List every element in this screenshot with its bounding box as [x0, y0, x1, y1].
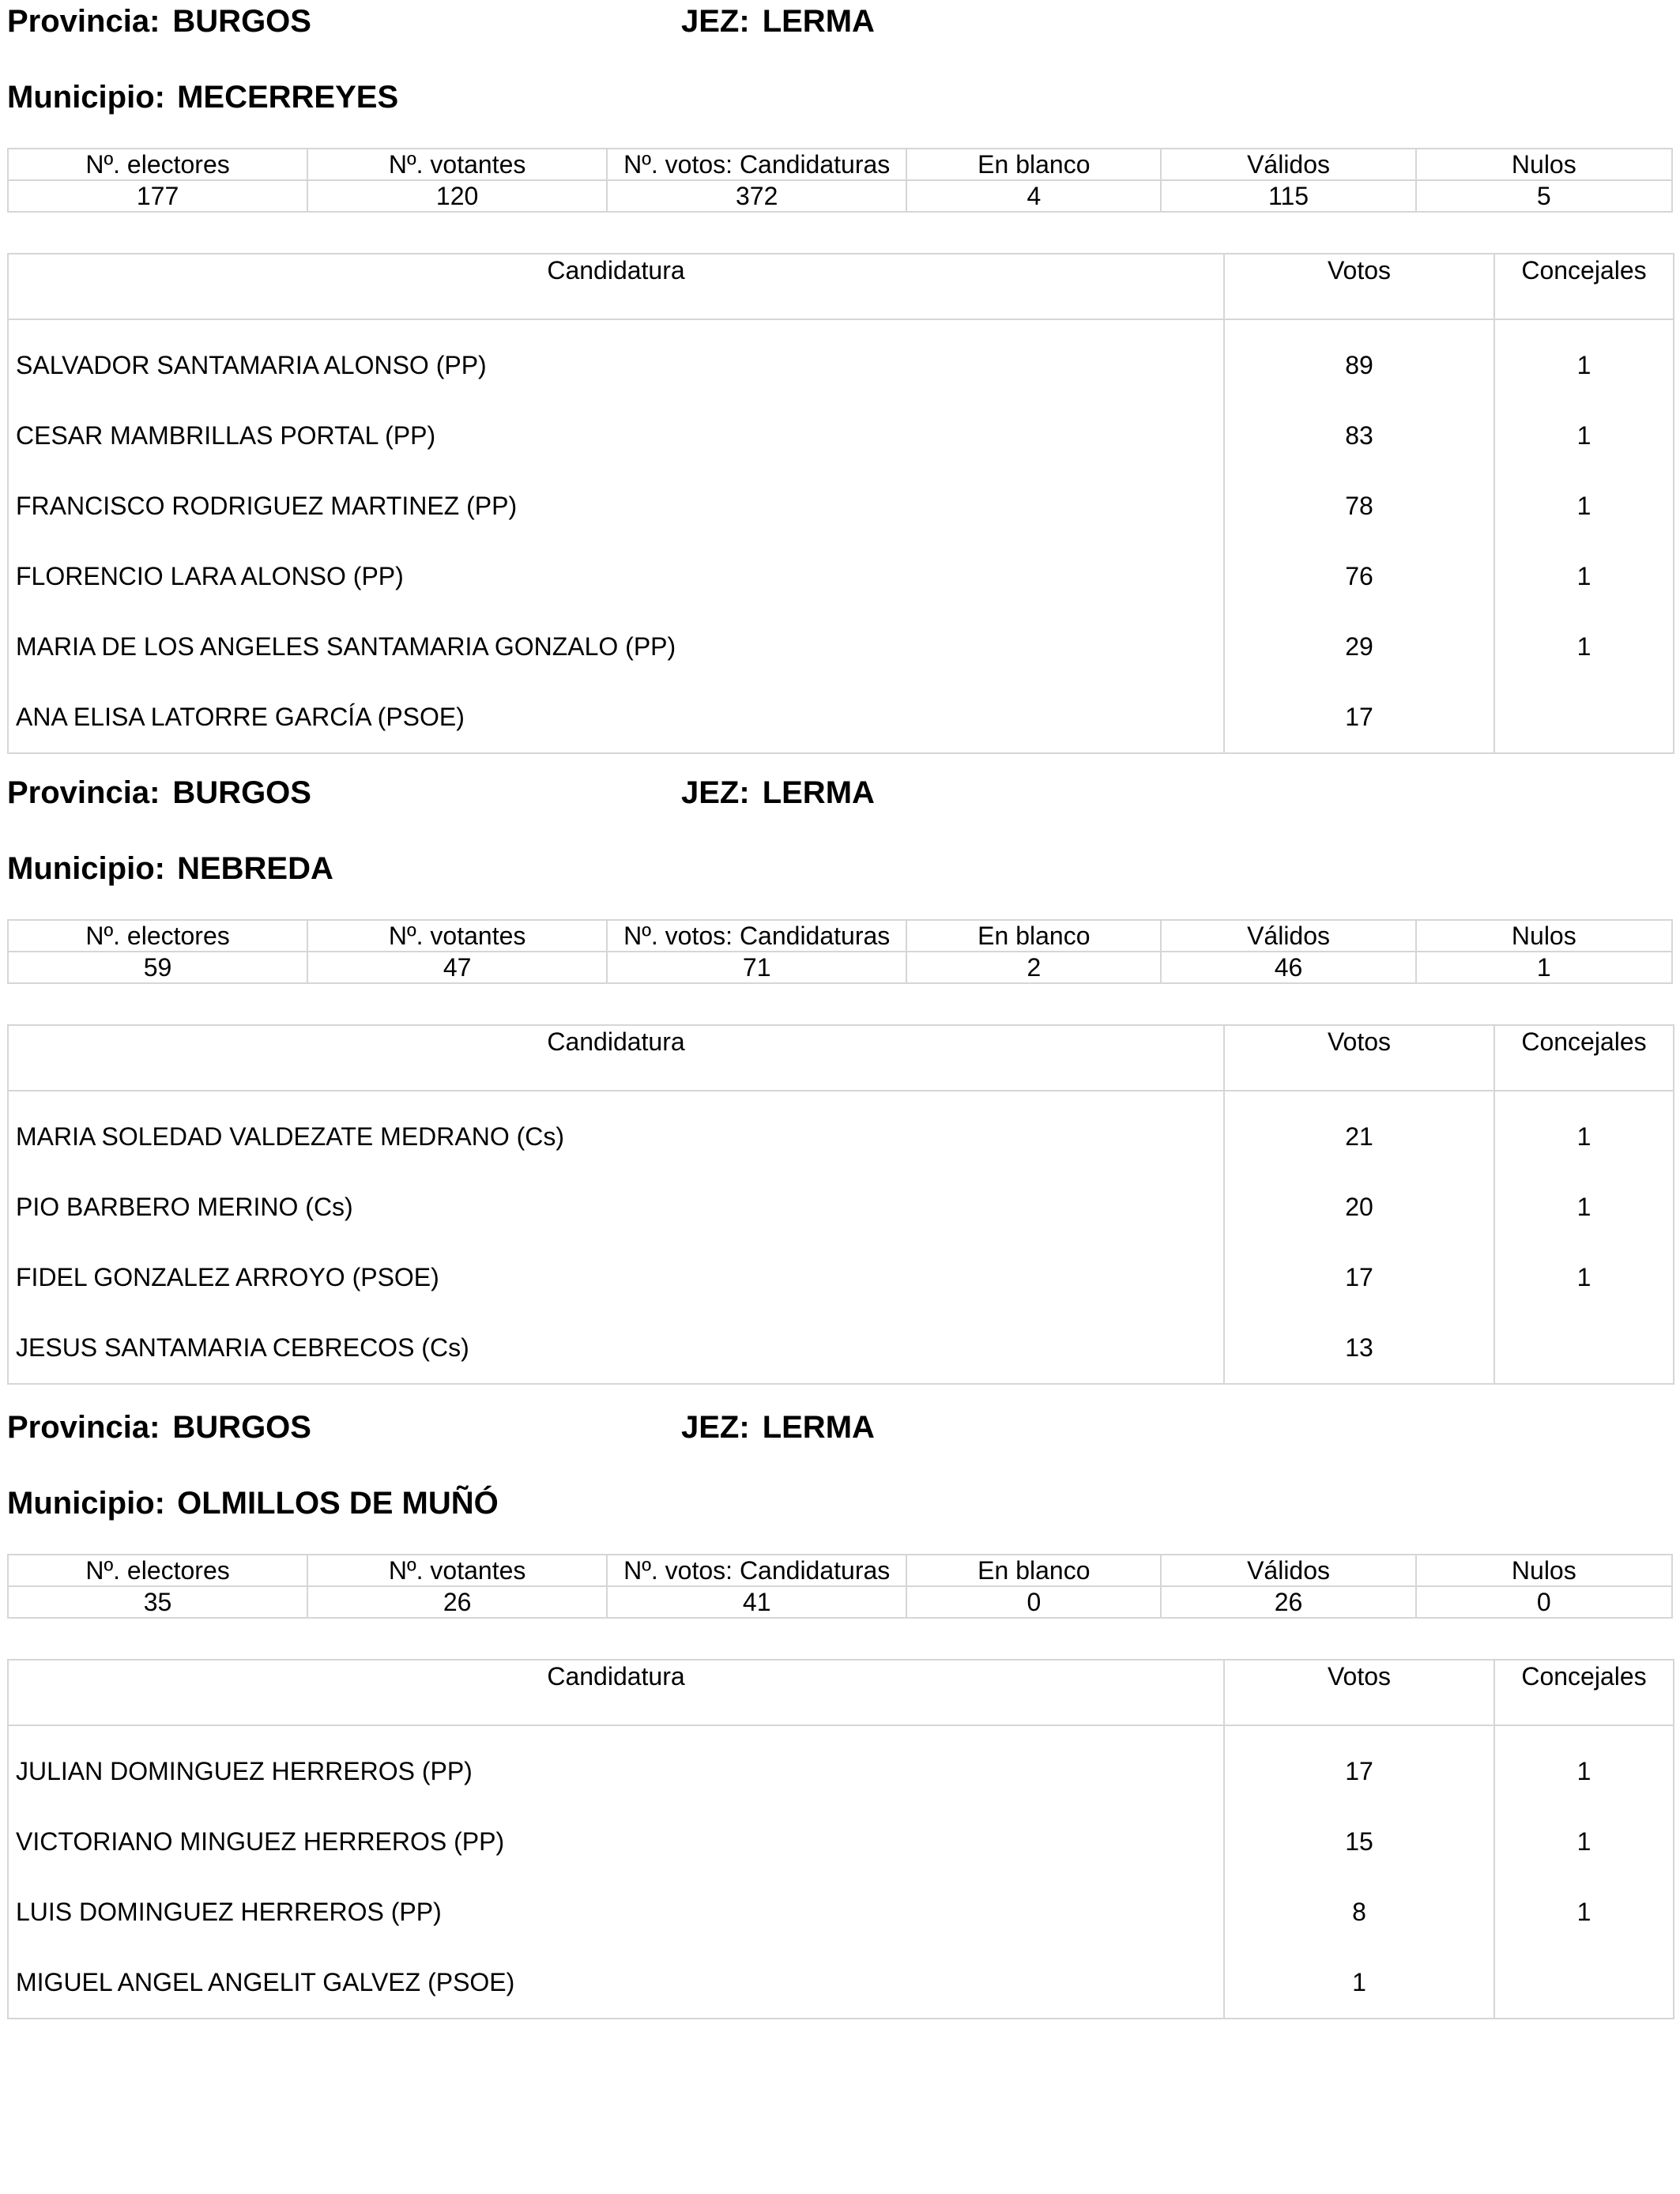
- summary-value-cell: 41: [607, 1586, 906, 1618]
- summary-header-cell: Nº. electores: [8, 920, 307, 952]
- summary-value-cell: 2: [906, 952, 1161, 983]
- table-row: [8, 612, 1674, 682]
- candidate-votos: 20: [1224, 1172, 1494, 1242]
- candidate-votos: 29: [1224, 612, 1494, 682]
- summary-table: [7, 919, 1673, 984]
- jez-label: JEZ:: [681, 1410, 750, 1445]
- candidate-concejales: 1: [1494, 471, 1674, 541]
- jez-value: LERMA: [762, 4, 875, 39]
- provincia-field: [7, 1410, 311, 1446]
- candidate-votos: 13: [1224, 1313, 1494, 1384]
- concejales-header: Concejales: [1494, 254, 1674, 319]
- candidate-votos: 8: [1224, 1877, 1494, 1947]
- votos-header: Votos: [1224, 1660, 1494, 1725]
- summary-table: [7, 148, 1673, 213]
- summary-value-cell: 120: [307, 180, 607, 212]
- candidate-name: FLORENCIO LARA ALONSO (PP): [8, 541, 1224, 612]
- candidate-votos: 1: [1224, 1947, 1494, 2019]
- municipio-label: Municipio:: [7, 80, 165, 115]
- candidate-concejales: 1: [1494, 319, 1674, 401]
- table-row: [8, 471, 1674, 541]
- table-row: [8, 541, 1674, 612]
- candidate-concejales: 1: [1494, 1242, 1674, 1313]
- candidate-concejales: [1494, 1947, 1674, 2019]
- candidates-table: [7, 1024, 1674, 1385]
- table-row: [8, 682, 1674, 753]
- summary-header-cell: Válidos: [1161, 1555, 1415, 1586]
- provincia-value: BURGOS: [172, 775, 311, 810]
- table-row: [8, 1242, 1674, 1313]
- header-line: [7, 4, 1673, 51]
- summary-value-cell: 1: [1416, 952, 1672, 983]
- candidate-name: LUIS DOMINGUEZ HERREROS (PP): [8, 1877, 1224, 1947]
- candidate-name: FIDEL GONZALEZ ARROYO (PSOE): [8, 1242, 1224, 1313]
- provincia-label: Provincia:: [7, 775, 160, 810]
- summary-header-cell: Nº. votantes: [307, 1555, 607, 1586]
- summary-header-cell: Nulos: [1416, 149, 1672, 180]
- candidate-concejales: 1: [1494, 1725, 1674, 1807]
- summary-header-row: [8, 920, 1672, 952]
- summary-header-cell: Nº. votantes: [307, 149, 607, 180]
- summary-value-cell: 372: [607, 180, 906, 212]
- candidate-votos: 17: [1224, 1725, 1494, 1807]
- table-row: [8, 401, 1674, 471]
- table-row: [8, 1313, 1674, 1384]
- candidatura-header: Candidatura: [8, 1660, 1224, 1725]
- candidate-name: FRANCISCO RODRIGUEZ MARTINEZ (PP): [8, 471, 1224, 541]
- candidate-name: CESAR MAMBRILLAS PORTAL (PP): [8, 401, 1224, 471]
- summary-table: [7, 1554, 1673, 1619]
- summary-value-cell: 115: [1161, 180, 1415, 212]
- candidate-concejales: 1: [1494, 612, 1674, 682]
- summary-header-row: [8, 149, 1672, 180]
- concejales-header: Concejales: [1494, 1660, 1674, 1725]
- municipio-block: [7, 1410, 1673, 1996]
- table-row: [8, 1947, 1674, 2019]
- candidate-votos: 21: [1224, 1091, 1494, 1172]
- candidate-concejales: 1: [1494, 1172, 1674, 1242]
- provincia-field: [7, 4, 311, 40]
- candidate-concejales: 1: [1494, 1807, 1674, 1877]
- candidate-votos: 15: [1224, 1807, 1494, 1877]
- municipio-value: OLMILLOS DE MUÑÓ: [177, 1486, 499, 1521]
- votos-header: Votos: [1224, 1025, 1494, 1091]
- summary-value-cell: 26: [307, 1586, 607, 1618]
- table-row: [8, 1172, 1674, 1242]
- summary-value-row: [8, 1586, 1672, 1618]
- summary-value-row: [8, 952, 1672, 983]
- candidate-name: JESUS SANTAMARIA CEBRECOS (Cs): [8, 1313, 1224, 1384]
- candidate-votos: 17: [1224, 1242, 1494, 1313]
- summary-value-cell: 5: [1416, 180, 1672, 212]
- provincia-label: Provincia:: [7, 1410, 160, 1445]
- jez-value: LERMA: [762, 775, 875, 810]
- summary-header-cell: En blanco: [906, 149, 1161, 180]
- candidate-name: SALVADOR SANTAMARIA ALONSO (PP): [8, 319, 1224, 401]
- candidate-name: MIGUEL ANGEL ANGELIT GALVEZ (PSOE): [8, 1947, 1224, 2019]
- summary-header-cell: Nº. votos: Candidaturas: [607, 1555, 906, 1586]
- municipio-label: Municipio:: [7, 1486, 165, 1521]
- jez-label: JEZ:: [681, 775, 750, 810]
- provincia-field: [7, 775, 311, 811]
- candidate-concejales: [1494, 682, 1674, 753]
- candidates-header-row: [8, 254, 1674, 319]
- candidate-votos: 76: [1224, 541, 1494, 612]
- summary-header-cell: Nulos: [1416, 1555, 1672, 1586]
- municipio-label: Municipio:: [7, 851, 165, 886]
- table-row: [8, 319, 1674, 401]
- table-row: [8, 1807, 1674, 1877]
- candidate-name: JULIAN DOMINGUEZ HERREROS (PP): [8, 1725, 1224, 1807]
- candidate-name: ANA ELISA LATORRE GARCÍA (PSOE): [8, 682, 1224, 753]
- candidatura-header: Candidatura: [8, 1025, 1224, 1091]
- municipio-title: [7, 1486, 499, 1521]
- summary-value-cell: 26: [1161, 1586, 1415, 1618]
- jez-label: JEZ:: [681, 4, 750, 39]
- summary-header-cell: En blanco: [906, 1555, 1161, 1586]
- header-line: [7, 1410, 1673, 1457]
- candidates-header-row: [8, 1025, 1674, 1091]
- municipio-block: [7, 4, 1673, 731]
- jez-field: [681, 1410, 875, 1446]
- summary-value-cell: 4: [906, 180, 1161, 212]
- candidate-concejales: 1: [1494, 541, 1674, 612]
- candidate-concejales: 1: [1494, 1877, 1674, 1947]
- provincia-label: Provincia:: [7, 4, 160, 39]
- summary-value-row: [8, 180, 1672, 212]
- candidates-table: [7, 253, 1674, 754]
- provincia-value: BURGOS: [172, 4, 311, 39]
- summary-header-cell: Nº. votos: Candidaturas: [607, 149, 906, 180]
- summary-header-cell: Nº. votantes: [307, 920, 607, 952]
- candidate-votos: 78: [1224, 471, 1494, 541]
- candidate-concejales: [1494, 1313, 1674, 1384]
- candidates-table: [7, 1659, 1674, 2019]
- jez-field: [681, 775, 875, 811]
- candidate-concejales: 1: [1494, 1091, 1674, 1172]
- summary-value-cell: 0: [1416, 1586, 1672, 1618]
- candidates-header-row: [8, 1660, 1674, 1725]
- summary-value-cell: 47: [307, 952, 607, 983]
- candidate-name: MARIA SOLEDAD VALDEZATE MEDRANO (Cs): [8, 1091, 1224, 1172]
- summary-value-cell: 59: [8, 952, 307, 983]
- summary-header-cell: Nº. electores: [8, 1555, 307, 1586]
- candidate-name: PIO BARBERO MERINO (Cs): [8, 1172, 1224, 1242]
- municipio-value: MECERREYES: [177, 80, 399, 115]
- header-line: [7, 775, 1673, 823]
- candidate-votos: 17: [1224, 682, 1494, 753]
- provincia-value: BURGOS: [172, 1410, 311, 1445]
- table-row: [8, 1725, 1674, 1807]
- summary-header-cell: Válidos: [1161, 149, 1415, 180]
- summary-header-cell: En blanco: [906, 920, 1161, 952]
- summary-value-cell: 177: [8, 180, 307, 212]
- summary-header-cell: Nulos: [1416, 920, 1672, 952]
- municipio-title: [7, 80, 398, 115]
- municipio-value: NEBREDA: [177, 851, 333, 886]
- summary-value-cell: 35: [8, 1586, 307, 1618]
- summary-header-cell: Nº. electores: [8, 149, 307, 180]
- candidate-votos: 83: [1224, 401, 1494, 471]
- candidatura-header: Candidatura: [8, 254, 1224, 319]
- summary-header-cell: Válidos: [1161, 920, 1415, 952]
- jez-field: [681, 4, 875, 40]
- municipio-title: [7, 851, 333, 887]
- summary-value-cell: 71: [607, 952, 906, 983]
- summary-header-cell: Nº. votos: Candidaturas: [607, 920, 906, 952]
- candidate-name: VICTORIANO MINGUEZ HERREROS (PP): [8, 1807, 1224, 1877]
- table-row: [8, 1877, 1674, 1947]
- jez-value: LERMA: [762, 1410, 875, 1445]
- summary-header-row: [8, 1555, 1672, 1586]
- votos-header: Votos: [1224, 254, 1494, 319]
- municipio-block: [7, 775, 1673, 1362]
- summary-value-cell: 46: [1161, 952, 1415, 983]
- summary-value-cell: 0: [906, 1586, 1161, 1618]
- table-row: [8, 1091, 1674, 1172]
- candidate-votos: 89: [1224, 319, 1494, 401]
- concejales-header: Concejales: [1494, 1025, 1674, 1091]
- candidate-concejales: 1: [1494, 401, 1674, 471]
- candidate-name: MARIA DE LOS ANGELES SANTAMARIA GONZALO (PP): [8, 612, 1224, 682]
